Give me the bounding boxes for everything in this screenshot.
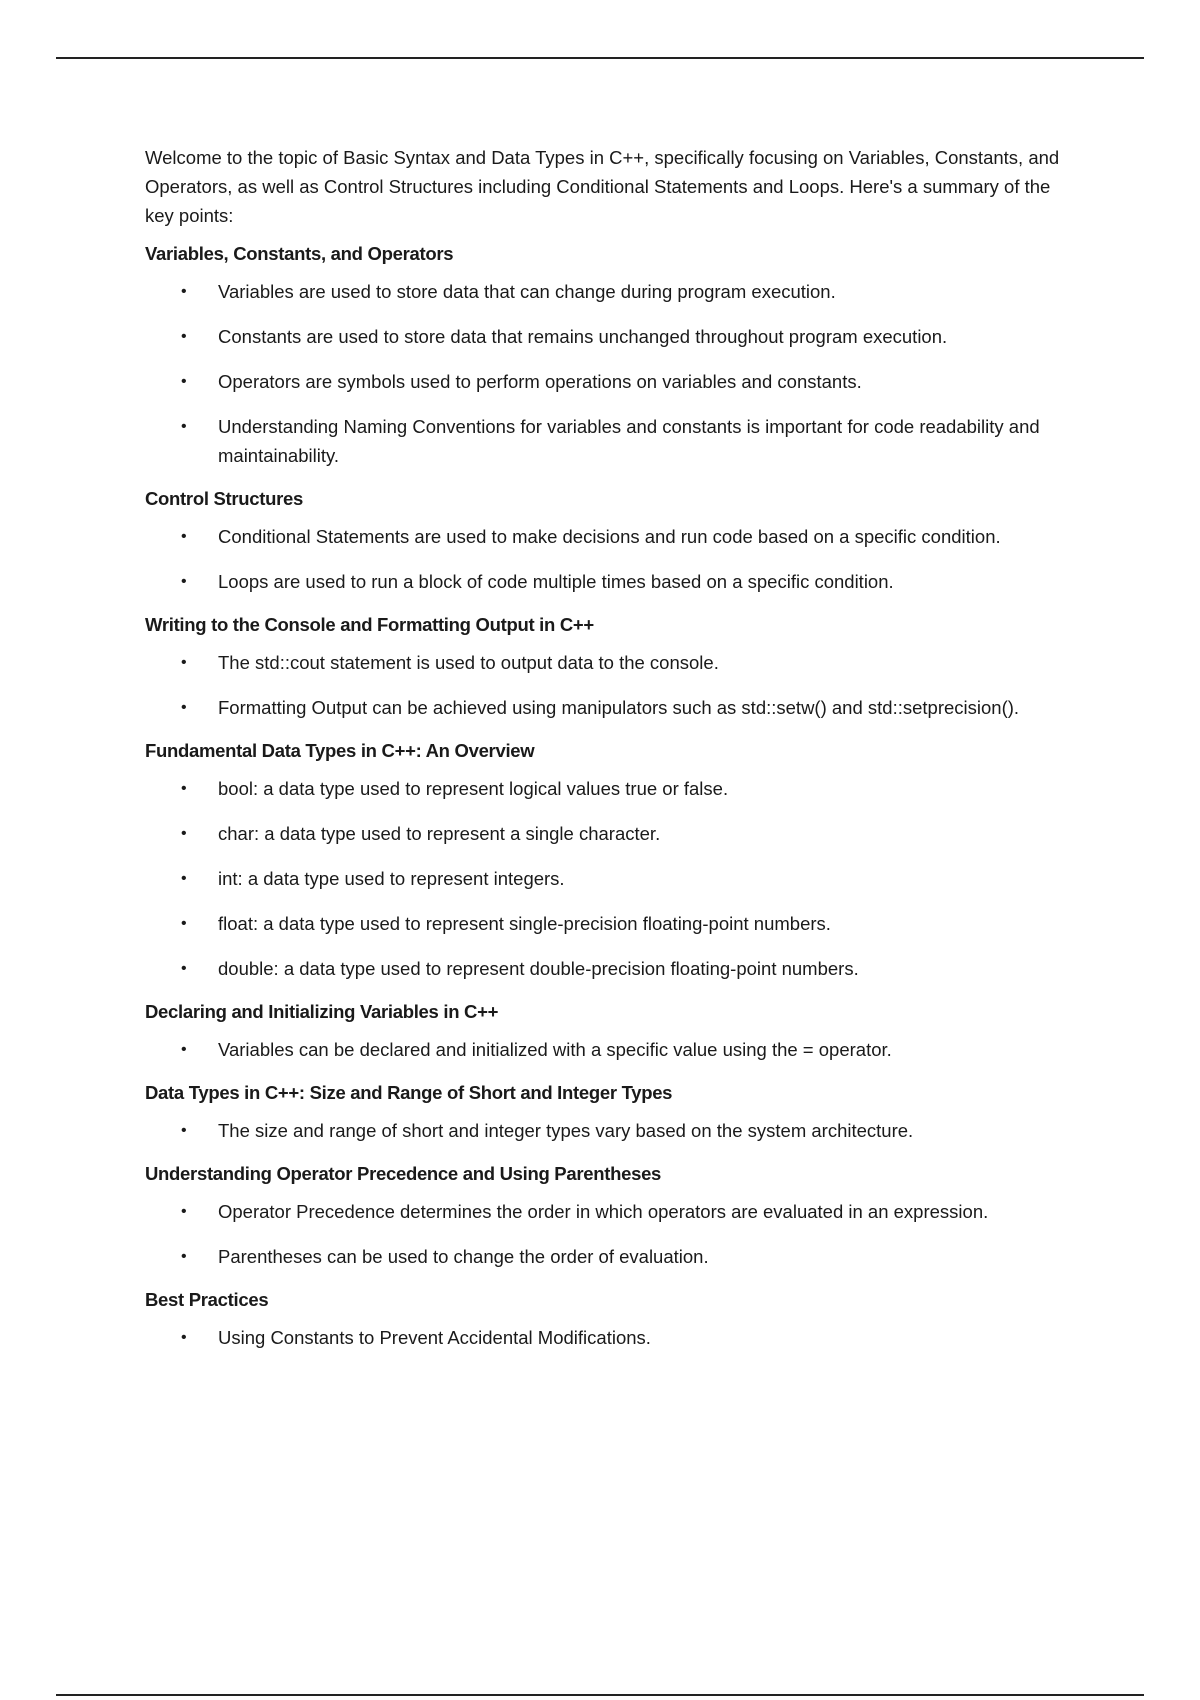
list-item-text: Variables are used to store data that can change during program execution.: [218, 281, 836, 302]
list-item: [145, 864, 1065, 893]
bullet-icon: •: [181, 328, 187, 345]
list-item: [145, 567, 1065, 596]
list-item-text: Constants are used to store data that remains unchanged throughout program execution.: [218, 326, 948, 347]
list-item-text: bool: a data type used to represent logical values true or false.: [218, 778, 729, 799]
list-item-text: The size and range of short and integer types vary based on the system architecture.: [218, 1120, 914, 1141]
bullet-icon: •: [181, 915, 187, 932]
list-item: [145, 522, 1065, 551]
bullet-icon: •: [181, 699, 187, 716]
list-item-text: Understanding Naming Conventions for variables and constants is important for code readability and maintainability.: [218, 416, 1040, 466]
bullet-list: [145, 1197, 1065, 1271]
list-item-text: Using Constants to Prevent Accidental Modifications.: [218, 1327, 651, 1348]
header-rule: [56, 57, 1144, 59]
list-item-text: Parentheses can be used to change the order of evaluation.: [218, 1246, 709, 1267]
section-heading: Control Structures: [145, 488, 304, 509]
bullet-list: [145, 1035, 1065, 1064]
list-item: [145, 277, 1065, 306]
list-item: [145, 1242, 1065, 1271]
list-item-text: Operators are symbols used to perform operations on variables and constants.: [218, 371, 862, 392]
bullet-icon: •: [181, 1203, 187, 1220]
bullet-list: [145, 1323, 1065, 1352]
list-item: [145, 1323, 1065, 1352]
list-item: [145, 819, 1065, 848]
bullet-icon: •: [181, 870, 187, 887]
list-item-text: char: a data type used to represent a single character.: [218, 823, 661, 844]
list-item-text: Operator Precedence determines the order in which operators are evaluated in an expression.: [218, 1201, 989, 1222]
bullet-icon: •: [181, 1041, 187, 1058]
list-item: [145, 367, 1065, 396]
bullet-icon: •: [181, 1329, 187, 1346]
bullet-icon: •: [181, 373, 187, 390]
list-item-text: The std::cout statement is used to output data to the console.: [218, 652, 719, 673]
list-item: [145, 909, 1065, 938]
section-heading: Best Practices: [145, 1289, 269, 1310]
list-item-text: Loops are used to run a block of code multiple times based on a specific condition.: [218, 571, 894, 592]
list-item: [145, 1197, 1065, 1226]
list-item-text: Formatting Output can be achieved using manipulators such as std::setw() and std::setprecision().: [218, 697, 1020, 718]
bullet-icon: •: [181, 654, 187, 671]
list-item-text: int: a data type used to represent integers.: [218, 868, 565, 889]
section-heading: Writing to the Console and Formatting Output in C++: [145, 614, 594, 635]
bullet-icon: •: [181, 825, 187, 842]
footer-rule: [56, 1694, 1144, 1696]
bullet-icon: •: [181, 960, 187, 977]
list-item: [145, 412, 1065, 470]
list-item: [145, 1116, 1065, 1145]
bullet-list: [145, 774, 1065, 983]
list-item-text: float: a data type used to represent single-precision floating-point numbers.: [218, 913, 831, 934]
bullet-icon: •: [181, 573, 187, 590]
list-item-text: double: a data type used to represent double-precision floating-point numbers.: [218, 958, 859, 979]
bullet-list: [145, 522, 1065, 596]
list-item-text: Variables can be declared and initialized with a specific value using the = operator.: [218, 1039, 892, 1060]
list-item-text: Conditional Statements are used to make decisions and run code based on a specific condition.: [218, 526, 1001, 547]
bullet-list: [145, 277, 1065, 470]
list-item: [145, 954, 1065, 983]
list-item: [145, 322, 1065, 351]
bullet-icon: •: [181, 1248, 187, 1265]
bullet-icon: •: [181, 418, 187, 435]
sections-container: [145, 241, 1065, 1352]
bullet-icon: •: [181, 283, 187, 300]
document-body: [145, 143, 1065, 1368]
bullet-list: [145, 648, 1065, 722]
list-item: [145, 693, 1065, 722]
section-heading: Variables, Constants, and Operators: [145, 243, 454, 264]
section-heading: Declaring and Initializing Variables in C++: [145, 1001, 499, 1022]
list-item: [145, 648, 1065, 677]
section-heading: Understanding Operator Precedence and Using Parentheses: [145, 1163, 662, 1184]
bullet-icon: •: [181, 780, 187, 797]
section-heading: Data Types in C++: Size and Range of Short and Integer Types: [145, 1082, 673, 1103]
bullet-list: [145, 1116, 1065, 1145]
section-heading: Fundamental Data Types in C++: An Overview: [145, 740, 535, 761]
bullet-icon: •: [181, 1122, 187, 1139]
intro-paragraph: Welcome to the topic of Basic Syntax and Data Types in C++, specifically focusing on Variables, Constants, and Operators, as well as Control Structures including Conditional Statements and Loops. Here's a summary of the key points:: [145, 147, 1060, 226]
list-item: [145, 1035, 1065, 1064]
bullet-icon: •: [181, 528, 187, 545]
list-item: [145, 774, 1065, 803]
